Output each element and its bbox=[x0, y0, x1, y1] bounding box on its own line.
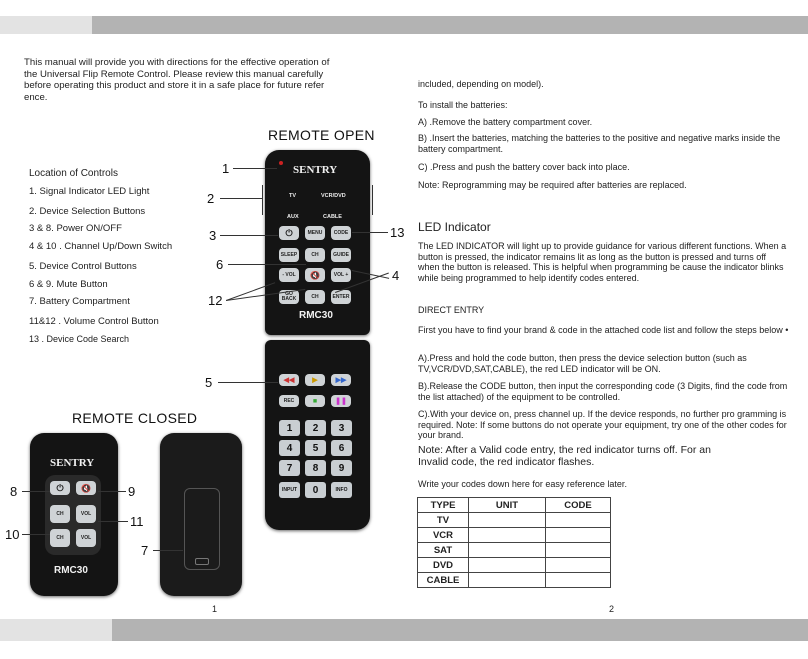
number-button[interactable]: 8 bbox=[305, 460, 326, 476]
continued-text: included, depending on model). bbox=[418, 79, 544, 89]
install-title: To install the batteries: bbox=[418, 100, 508, 110]
table-row bbox=[418, 528, 611, 543]
location-item: 11&12 . Volume Control Button bbox=[29, 316, 159, 327]
remote-closed-heading: REMOTE CLOSED bbox=[72, 410, 198, 426]
led-indicator-title: LED Indicator bbox=[418, 220, 491, 234]
closed-remote-brand: SENTRY bbox=[50, 457, 95, 469]
valid-code-note: Note: After a Valid code entry, the red indicator turns off. For an Invalid code, the red indicator flashes. bbox=[418, 444, 711, 468]
device-label-aux: AUX bbox=[287, 214, 299, 220]
intro-line: ence. bbox=[24, 91, 48, 103]
mute-button[interactable] bbox=[305, 268, 325, 282]
direct-entry-step-c: C).With your device on, press channel up. If the device responds, no further pro gramming is required. Note: If some buttons do not operate your equipment, try one of the other codes for your brand. bbox=[418, 409, 787, 440]
leader-line bbox=[153, 550, 183, 551]
intro-line: the Universal Flip Remote Control. Please review this manual carefully bbox=[24, 68, 324, 80]
number-button[interactable]: 4 bbox=[279, 440, 300, 456]
number-button[interactable]: 1 bbox=[279, 420, 300, 436]
write-codes-text: Write your codes down here for easy reference later. bbox=[418, 479, 627, 489]
callout-4: 4 bbox=[392, 268, 400, 283]
code-cell[interactable] bbox=[546, 543, 611, 558]
volume-down-button[interactable]: - VOL bbox=[279, 268, 299, 282]
leader-line bbox=[220, 198, 262, 199]
fast-forward-icon: ▶▶ bbox=[335, 376, 347, 384]
channel-down-button[interactable]: CH bbox=[305, 290, 325, 304]
unit-cell[interactable] bbox=[469, 543, 546, 558]
direct-entry-step-b: B).Release the CODE button, then input the corresponding code (3 Digits, find the code from the list attached) of the equipment to be controlled. bbox=[418, 381, 788, 402]
direct-entry-step-a: A).Press and hold the code button, then press the device selection button (such as TV,VCR/DVD,SAT,CABLE), the red LED indicator will be ON. bbox=[418, 353, 747, 374]
unit-cell[interactable] bbox=[469, 558, 546, 573]
code-cell[interactable] bbox=[546, 573, 611, 588]
unit-cell[interactable] bbox=[469, 573, 546, 588]
pause-button[interactable] bbox=[331, 395, 351, 407]
led-indicator bbox=[279, 161, 283, 165]
record-button[interactable]: REC bbox=[279, 395, 299, 407]
leader-line bbox=[228, 264, 306, 265]
device-label-vcr-dvd: VCR/DVD bbox=[321, 193, 346, 199]
power-button[interactable] bbox=[279, 226, 299, 240]
closed-channel-down-button[interactable]: CH bbox=[50, 529, 70, 547]
install-step-b: B) .Insert the batteries, matching the batteries to the positive and negative marks inside the battery compartment. bbox=[418, 133, 781, 154]
mute-icon: 🔇 bbox=[310, 270, 320, 280]
code-table-type: DVD bbox=[418, 558, 469, 573]
remote-open-heading: REMOTE OPEN bbox=[268, 127, 375, 143]
callout-7: 7 bbox=[141, 543, 149, 558]
code-table-type: VCR bbox=[418, 528, 469, 543]
intro-line: This manual will provide you with directions for the effective operation of bbox=[24, 57, 330, 68]
install-step-a: A) .Remove the battery compartment cover. bbox=[418, 117, 593, 127]
unit-cell[interactable] bbox=[469, 528, 546, 543]
footer-bar bbox=[112, 619, 808, 641]
menu-button[interactable]: MENU bbox=[305, 226, 325, 240]
direct-entry-title: DIRECT ENTRY bbox=[418, 305, 485, 315]
remote-closed-back bbox=[160, 433, 242, 596]
closed-power-button[interactable] bbox=[50, 481, 70, 495]
callout-3: 3 bbox=[209, 228, 217, 243]
callout-2: 2 bbox=[207, 191, 215, 206]
remote-model: RMC30 bbox=[299, 310, 333, 321]
location-item: 1. Signal Indicator LED Light bbox=[29, 186, 150, 197]
code-cell[interactable] bbox=[546, 558, 611, 573]
callout-1: 1 bbox=[222, 161, 230, 176]
location-item: 3 & 8. Power ON/OFF bbox=[29, 223, 122, 234]
location-item: 6 & 9. Mute Button bbox=[29, 279, 108, 290]
number-button[interactable]: 0 bbox=[305, 482, 326, 498]
sleep-button[interactable]: SLEEP bbox=[279, 248, 299, 262]
callout-10: 10 bbox=[5, 527, 20, 542]
location-item: 13 . Device Code Search bbox=[29, 334, 130, 344]
battery-note: Note: Reprogramming may be required after batteries are replaced. bbox=[418, 180, 687, 190]
closed-remote-model: RMC30 bbox=[54, 565, 88, 576]
location-item: 4 & 10 . Channel Up/Down Switch bbox=[29, 241, 173, 252]
code-cell[interactable] bbox=[546, 513, 611, 528]
callout-13: 13 bbox=[390, 225, 405, 240]
callout-8: 8 bbox=[10, 484, 18, 499]
number-button[interactable]: 2 bbox=[305, 420, 326, 436]
leader-line bbox=[218, 382, 278, 383]
header-bar-light bbox=[0, 16, 92, 34]
number-button[interactable]: 3 bbox=[331, 420, 352, 436]
device-label-tv: TV bbox=[289, 193, 297, 199]
leader-line bbox=[372, 185, 373, 215]
callout-12: 12 bbox=[208, 293, 223, 308]
location-item: 5. Device Control Buttons bbox=[29, 261, 137, 272]
play-icon: ▶ bbox=[312, 376, 318, 384]
number-button[interactable]: 7 bbox=[279, 460, 300, 476]
page-number-2: 2 bbox=[609, 604, 615, 614]
volume-up-button[interactable]: VOL + bbox=[331, 268, 351, 282]
table-row bbox=[418, 558, 611, 573]
code-table-header: CODE bbox=[546, 498, 611, 513]
power-icon: ⏻ bbox=[285, 227, 293, 238]
number-button[interactable]: 9 bbox=[331, 460, 352, 476]
leader-line bbox=[352, 232, 388, 233]
location-item: 7. Battery Compartment bbox=[29, 296, 130, 307]
leader-line bbox=[22, 534, 50, 535]
code-table-type: SAT bbox=[418, 543, 469, 558]
led-indicator-text: The LED INDICATOR will light up to provide guidance for various different functions. When a button is pressed, the indicator remains lit as long as the button is pressed and turns off when the button is released. This is helpful when programming be cause the indicator blinks while being programmed to help identify codes entered. bbox=[418, 241, 787, 283]
rewind-icon: ◀◀ bbox=[283, 376, 295, 384]
power-icon: ⏻ bbox=[56, 482, 64, 493]
code-table-type: CABLE bbox=[418, 573, 469, 588]
fast-forward-button[interactable] bbox=[331, 374, 351, 386]
code-button[interactable]: CODE bbox=[331, 226, 351, 240]
leader-line bbox=[22, 491, 50, 492]
pause-icon: ❚❚ bbox=[335, 397, 347, 405]
enter-button[interactable]: ENTER bbox=[331, 290, 351, 304]
footer-bar-light bbox=[0, 619, 112, 641]
go-back-button[interactable]: GO BACK bbox=[279, 290, 299, 304]
leader-line bbox=[220, 235, 278, 236]
intro-paragraph bbox=[24, 57, 359, 103]
leader-line bbox=[98, 491, 126, 492]
page-number-1: 1 bbox=[212, 604, 218, 614]
callout-9: 9 bbox=[128, 484, 136, 499]
device-label-cable: CABLE bbox=[323, 214, 342, 220]
stop-icon: ■ bbox=[312, 397, 318, 405]
stop-button[interactable] bbox=[305, 395, 325, 407]
input-button[interactable]: INPUT bbox=[279, 482, 300, 498]
leader-line bbox=[98, 521, 128, 522]
rewind-button[interactable] bbox=[279, 374, 299, 386]
channel-up-button[interactable]: CH bbox=[305, 248, 325, 262]
leader-line bbox=[233, 168, 277, 169]
location-item: 2. Device Selection Buttons bbox=[29, 206, 146, 217]
code-table bbox=[417, 497, 611, 588]
closed-channel-up-button[interactable]: CH bbox=[50, 505, 70, 523]
closed-volume-up-button[interactable]: VOL bbox=[76, 505, 96, 523]
guide-button[interactable]: GUIDE bbox=[331, 248, 351, 262]
callout-6: 6 bbox=[216, 257, 224, 272]
remote-open-upper bbox=[265, 150, 370, 335]
install-step-c: C) .Press and push the battery cover back into place. bbox=[418, 162, 630, 172]
code-table-header: TYPE bbox=[418, 498, 469, 513]
remote-open-lower bbox=[265, 340, 370, 530]
mute-icon: 🔇 bbox=[81, 483, 91, 493]
closed-volume-down-button[interactable]: VOL bbox=[76, 529, 96, 547]
play-button[interactable] bbox=[305, 374, 325, 386]
remote-brand: SENTRY bbox=[293, 164, 338, 176]
battery-latch bbox=[195, 558, 209, 565]
callout-5: 5 bbox=[205, 375, 213, 390]
code-table-type: TV bbox=[418, 513, 469, 528]
table-row bbox=[418, 543, 611, 558]
code-table-header: UNIT bbox=[469, 498, 546, 513]
unit-cell[interactable] bbox=[469, 513, 546, 528]
closed-mute-button[interactable] bbox=[76, 481, 96, 495]
intro-line: before operating this product and store it in a safe place for future refer bbox=[24, 80, 325, 91]
callout-11: 11 bbox=[130, 514, 144, 529]
number-button[interactable]: 6 bbox=[331, 440, 352, 456]
info-button[interactable]: INFO bbox=[331, 482, 352, 498]
remote-closed-front bbox=[30, 433, 118, 596]
table-row bbox=[418, 513, 611, 528]
leader-line bbox=[262, 185, 263, 215]
number-button[interactable]: 5 bbox=[305, 440, 326, 456]
location-title: Location of Controls bbox=[29, 168, 118, 179]
table-row bbox=[418, 573, 611, 588]
code-cell[interactable] bbox=[546, 528, 611, 543]
direct-entry-intro: First you have to find your brand & code in the attached code list and follow the steps below • bbox=[418, 325, 789, 335]
header-bar bbox=[92, 16, 808, 34]
